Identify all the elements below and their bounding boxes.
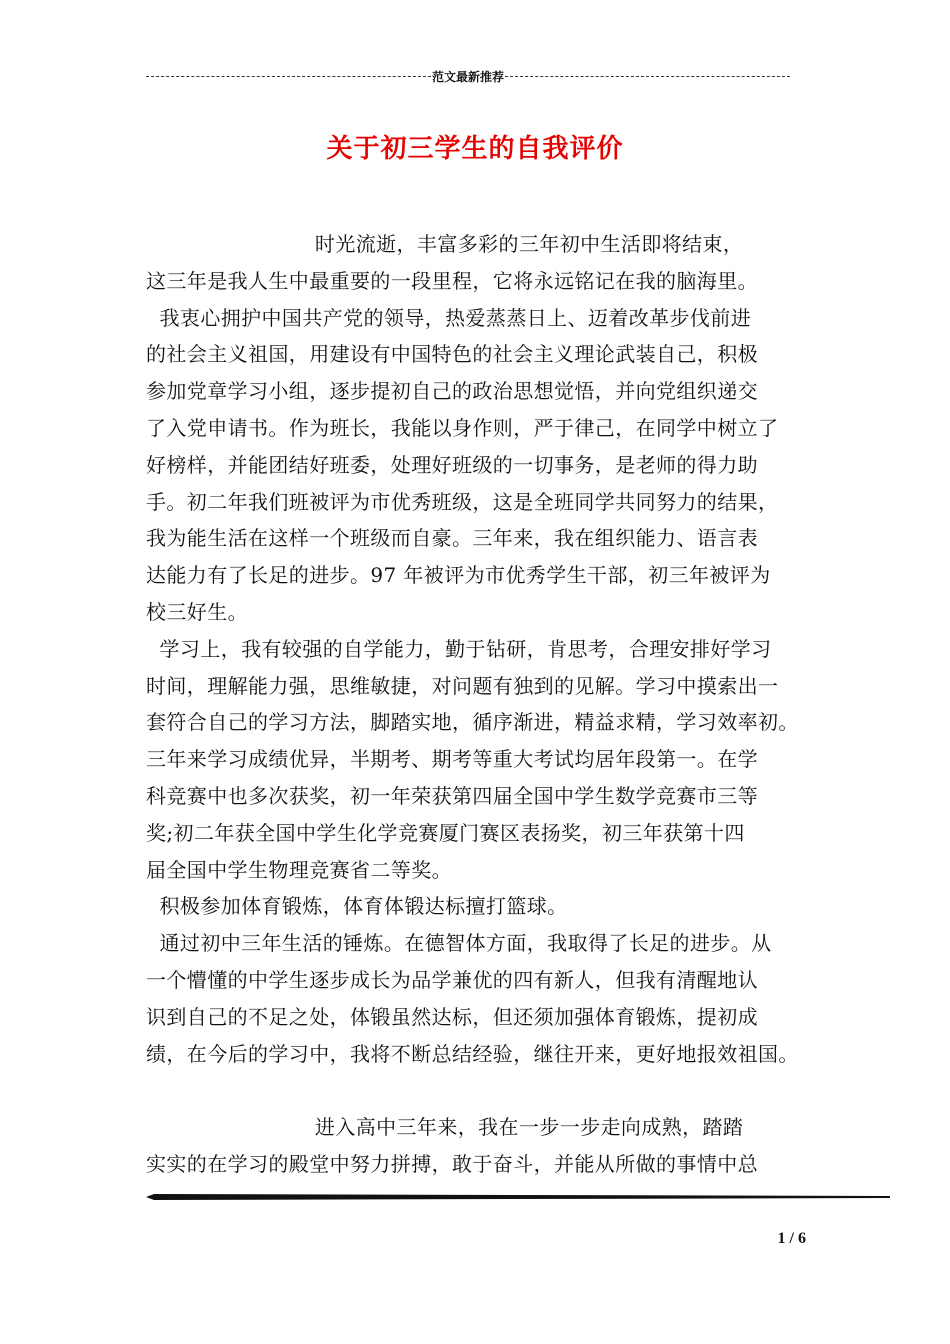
text-line: 一个懵懂的中学生逐步成长为品学兼优的四有新人，但我有清醒地认 [146,967,758,992]
text-line: 进入高中三年来，我在一步一步走向成熟，踏踏 [146,1115,744,1140]
text-line: 套符合自己的学习方法，脚踏实地，循序渐进，精益求精，学习效率初。 [146,710,799,735]
text-line: 参加党章学习小组，逐步提初自己的政治思想觉悟，并向党组织递交 [146,379,758,404]
page-header [146,68,790,84]
text-line: 学习上，我有较强的自学能力，勤于钻研，肯思考，合理安排好学习 [146,636,772,661]
text-line: 这三年是我人生中最重要的一段里程，它将永远铭记在我的脑海里。 [146,268,758,293]
text-line: 奖;初二年获全国中学生化学竞赛厦门赛区表扬奖，初三年获第十四 [146,820,745,845]
text-line: 达能力有了长足的进步。97 年被评为市优秀学生干部，初三年被评为 [146,563,771,588]
text-line: 我衷心拥护中国共产党的领导，热爱蒸蒸日上、迈着改革步伐前进 [146,305,752,330]
text-line: 校三好生。 [146,599,248,624]
text-line: 识到自己的不足之处，体锻虽然达标，但还须加强体育锻炼，提初成 [146,1004,758,1029]
text-line: 的社会主义祖国，用建设有中国特色的社会主义理论武装自己，积极 [146,342,758,367]
text-line: 三年来学习成绩优异，半期考、期考等重大考试均居年段第一。在学 [146,747,758,772]
header-label: 范文最新推荐 [432,69,505,84]
header-dashed-line-left [146,76,431,77]
text-line: 积极参加体育锻炼，体育体锻达标擅打篮球。 [146,894,568,919]
text-line: 通过初中三年生活的锤炼。在德智体方面，我取得了长足的进步。从 [146,931,772,956]
text-line: 实实的在学习的殿堂中努力拼搏，敢于奋斗，并能从所做的事情中总 [146,1151,758,1176]
header-dashed-line-right [505,76,790,77]
footer-divider [146,1193,890,1201]
text-line: 手。初二年我们班被评为市优秀班级，这是全班同学共同努力的结果， [146,489,779,514]
page-number: 1 / 6 [777,1230,806,1247]
text-line: 绩，在今后的学习中，我将不断总结经验，继往开来，更好地报效祖国。 [146,1041,799,1066]
text-line: 时光流逝，丰富多彩的三年初中生活即将结束， [146,232,744,256]
text-line: 时间，理解能力强，思维敏捷，对问题有独到的见解。学习中摸索出一 [146,673,779,698]
text-line: 好榜样，并能团结好班委，处理好班级的一切事务，是老师的得力助 [146,452,758,477]
document-title: 关于初三学生的自我评价 [326,134,624,164]
text-line: 了入党申请书。作为班长，我能以身作则，严于律己，在同学中树立了 [146,415,779,440]
text-line: 届全国中学生物理竞赛省二等奖。 [146,857,452,882]
text-line: 科竞赛中也多次获奖，初一年荣获第四届全国中学生数学竞赛市三等 [146,783,758,808]
text-line: 我为能生活在这样一个班级而自豪。三年来，我在组织能力、语言表 [146,526,758,551]
document-body [146,226,814,1183]
text-line [146,1072,814,1109]
